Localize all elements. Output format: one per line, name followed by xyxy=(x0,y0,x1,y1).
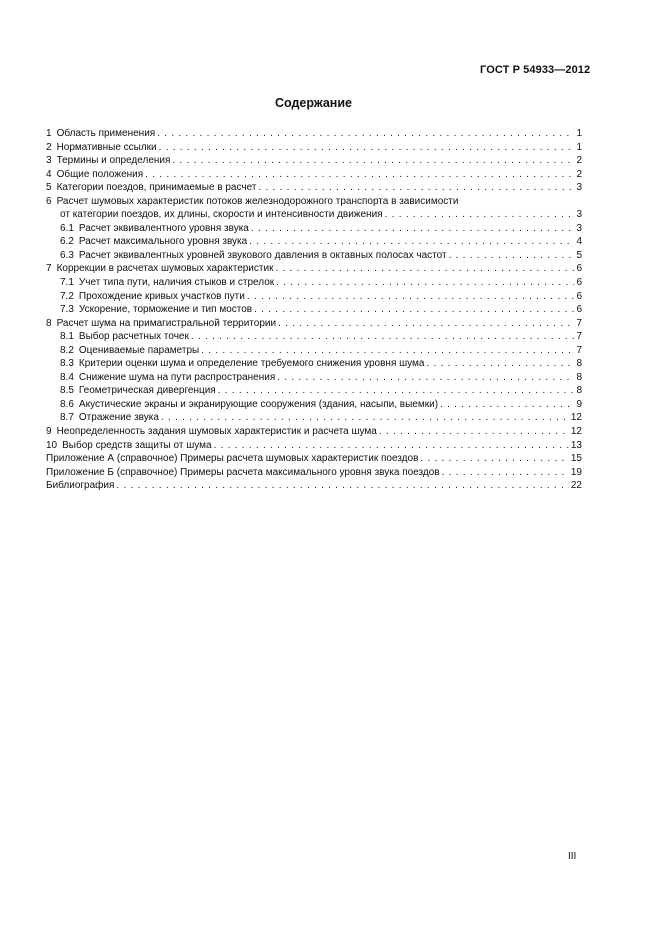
dot-leader xyxy=(420,452,568,466)
toc-entry-title: Прохождение кривых участков пути xyxy=(78,290,245,302)
toc-entry-title: Общие положения xyxy=(56,168,144,180)
toc-entry-number: 6.3 xyxy=(60,249,74,261)
toc-entry-title: от категории поездов, их длины, скорости и интенсивности движения xyxy=(60,209,383,221)
toc-entry xyxy=(46,249,582,263)
toc-entry xyxy=(46,195,582,209)
toc-entry-title: Расчет эквивалентных уровней звукового давления в октавных полосах частот xyxy=(78,249,447,261)
toc-entry-number: 8 xyxy=(46,317,52,329)
dot-leader xyxy=(276,276,574,290)
toc-entry-page: 7 xyxy=(576,331,582,343)
toc-entry-title: Область применения xyxy=(56,128,156,139)
dot-leader xyxy=(249,235,574,249)
toc-entry-title: Выбор расчетных точек xyxy=(78,331,189,343)
toc-entry-number: 7 xyxy=(46,263,52,275)
toc-entry xyxy=(46,425,582,439)
toc-entry xyxy=(46,452,582,466)
toc-entry-number: 8.5 xyxy=(60,385,74,397)
toc-entry-number: 1 xyxy=(46,128,52,139)
toc-entry-title: Коррекции в расчетах шумовых характеристик xyxy=(56,263,274,275)
dot-leader xyxy=(191,330,575,344)
dot-leader xyxy=(258,181,574,195)
page-title: Содержание xyxy=(274,96,352,110)
toc-entry xyxy=(46,439,582,453)
page-number: III xyxy=(568,851,577,862)
dot-leader xyxy=(278,317,574,331)
toc-entry-page: 12 xyxy=(570,426,582,438)
toc-entry-page: 6 xyxy=(576,304,582,316)
toc-entry-page: 12 xyxy=(570,412,582,424)
dot-leader xyxy=(427,357,575,371)
toc-entry-title: Неопределенность задания шумовых характеристик и расчета шума xyxy=(56,426,377,438)
dot-leader xyxy=(254,303,574,317)
toc-entry-page: 1 xyxy=(576,141,582,153)
toc-entry-title: Категории поездов, принимаемые в расчет xyxy=(56,182,257,194)
dot-leader xyxy=(218,384,575,398)
toc-entry xyxy=(46,384,582,398)
toc-entry-number: 8.7 xyxy=(60,412,74,424)
toc-entry-page: 4 xyxy=(576,236,582,248)
dot-leader xyxy=(442,466,569,480)
toc-entry-page: 15 xyxy=(570,453,582,465)
toc-entry-page: 9 xyxy=(576,398,582,410)
toc-entry-number: 7.1 xyxy=(60,277,74,289)
toc-entry-page: 3 xyxy=(576,222,582,234)
dot-leader xyxy=(247,290,575,304)
toc-entry xyxy=(46,398,582,412)
toc-entry-title: Расчет эквивалентного уровня звука xyxy=(78,222,249,234)
dot-leader xyxy=(159,141,575,155)
dot-leader xyxy=(251,222,575,236)
toc-entry-page: 2 xyxy=(576,155,582,167)
toc-entry-number: 3 xyxy=(46,155,52,167)
toc-entry-page: 8 xyxy=(576,358,582,370)
toc-entry-title: Приложение А (справочное) Примеры расчета шумовых характеристик поездов xyxy=(46,453,419,465)
toc-entry xyxy=(46,411,582,425)
toc-entry-title: Учет типа пути, наличия стыков и стрелок xyxy=(78,277,275,289)
toc-entry-title: Нормативные ссылки xyxy=(56,141,157,153)
toc-entry-number: 4 xyxy=(46,168,52,180)
toc-entry-title: Выбор средств защиты от шума xyxy=(62,439,212,451)
toc-entry-title: Снижение шума на пути распространения xyxy=(78,371,276,383)
dot-leader xyxy=(145,168,574,182)
toc-entry xyxy=(46,317,582,331)
toc-entry xyxy=(46,357,582,371)
toc-entry-page: 8 xyxy=(576,385,582,397)
dot-leader xyxy=(277,371,574,385)
toc-entry xyxy=(46,262,582,276)
toc-entry-page: 22 xyxy=(570,480,582,492)
toc-entry-page: 6 xyxy=(576,263,582,275)
toc-entry-page: 19 xyxy=(570,466,582,478)
toc-entry xyxy=(46,303,582,317)
dot-leader xyxy=(440,398,574,412)
toc-entry-number: 8.3 xyxy=(60,358,74,370)
toc-entry-page: 8 xyxy=(576,371,582,383)
toc-entry-page: 7 xyxy=(576,344,582,356)
toc-entry-page: 3 xyxy=(576,209,582,221)
toc-entry-page: 13 xyxy=(570,439,582,451)
toc-entry xyxy=(46,141,582,155)
toc-entry-title: Акустические экраны и экранирующие сооружения (здания, насыпи, выемки) xyxy=(78,398,439,410)
toc-entry xyxy=(46,344,582,358)
toc-entry-number: 6.2 xyxy=(60,236,74,248)
toc-entry-number: 8.6 xyxy=(60,398,74,410)
dot-leader xyxy=(385,208,575,222)
toc-entry-page: 6 xyxy=(576,277,582,289)
toc-entry xyxy=(46,466,582,480)
document-code: ГОСТ Р 54933—2012 xyxy=(480,64,591,76)
toc-entry-number: 2 xyxy=(46,141,52,153)
toc-entry-number: 7.2 xyxy=(60,290,74,302)
toc-entry xyxy=(46,276,582,290)
toc-entry-number: 6 xyxy=(46,195,52,207)
dot-leader xyxy=(379,425,569,439)
toc-entry-title: Расчет шума на примагистральной территории xyxy=(56,317,277,329)
toc-entry xyxy=(46,222,582,236)
toc-entry-number: 10 xyxy=(46,439,58,451)
toc-entry-number: 8.1 xyxy=(60,331,74,343)
toc-entry xyxy=(46,168,582,182)
toc-entry-number: 8.2 xyxy=(60,344,74,356)
toc-entry-number: 5 xyxy=(46,182,52,194)
toc-entry-title: Приложение Б (справочное) Примеры расчета максимального уровня звука поездов xyxy=(46,466,440,478)
toc-entry-page: 1 xyxy=(576,128,582,139)
toc-entry-number: 9 xyxy=(46,426,52,438)
toc-entry-page: 7 xyxy=(576,317,582,329)
toc-entry xyxy=(46,479,582,493)
dot-leader xyxy=(157,127,574,141)
toc-entry-title: Термины и определения xyxy=(56,155,171,167)
toc-entry xyxy=(46,290,582,304)
toc-entry-title: Критерии оценки шума и определение требуемого снижения уровня шума xyxy=(78,358,425,370)
toc-entry-page: 3 xyxy=(576,182,582,194)
dot-leader xyxy=(172,154,574,168)
toc-entry xyxy=(46,208,582,222)
dot-leader xyxy=(116,479,568,493)
toc-entry xyxy=(46,330,582,344)
toc-entry-page: 6 xyxy=(576,290,582,302)
toc-entry xyxy=(46,154,582,168)
toc-entry xyxy=(46,235,582,249)
toc-entry-title: Библиография xyxy=(46,480,115,492)
toc-entry-page: 2 xyxy=(576,168,582,180)
toc-entry-title: Расчет шумовых характеристик потоков железнодорожного транспорта в зависимости xyxy=(56,195,459,207)
dot-leader xyxy=(449,249,575,263)
toc-entry xyxy=(46,371,582,385)
dot-leader xyxy=(214,439,569,453)
toc-entry-page: 5 xyxy=(576,249,582,261)
dot-leader xyxy=(275,262,574,276)
toc-entry-title: Оцениваемые параметры xyxy=(78,344,200,356)
toc-entry-title: Расчет максимального уровня звука xyxy=(78,236,248,248)
toc-entry-number: 6.1 xyxy=(60,222,74,234)
toc-entry-number: 7.3 xyxy=(60,304,74,316)
table-of-contents xyxy=(46,127,582,493)
toc-entry-title: Отражение звука xyxy=(78,412,159,424)
toc-entry xyxy=(46,181,582,195)
toc-entry xyxy=(46,127,582,141)
dot-leader xyxy=(161,411,569,425)
toc-entry-number: 8.4 xyxy=(60,371,74,383)
toc-entry-title: Ускорение, торможение и тип мостов xyxy=(78,304,253,316)
toc-entry-title: Геометрическая дивергенция xyxy=(78,385,216,397)
dot-leader xyxy=(201,344,574,358)
